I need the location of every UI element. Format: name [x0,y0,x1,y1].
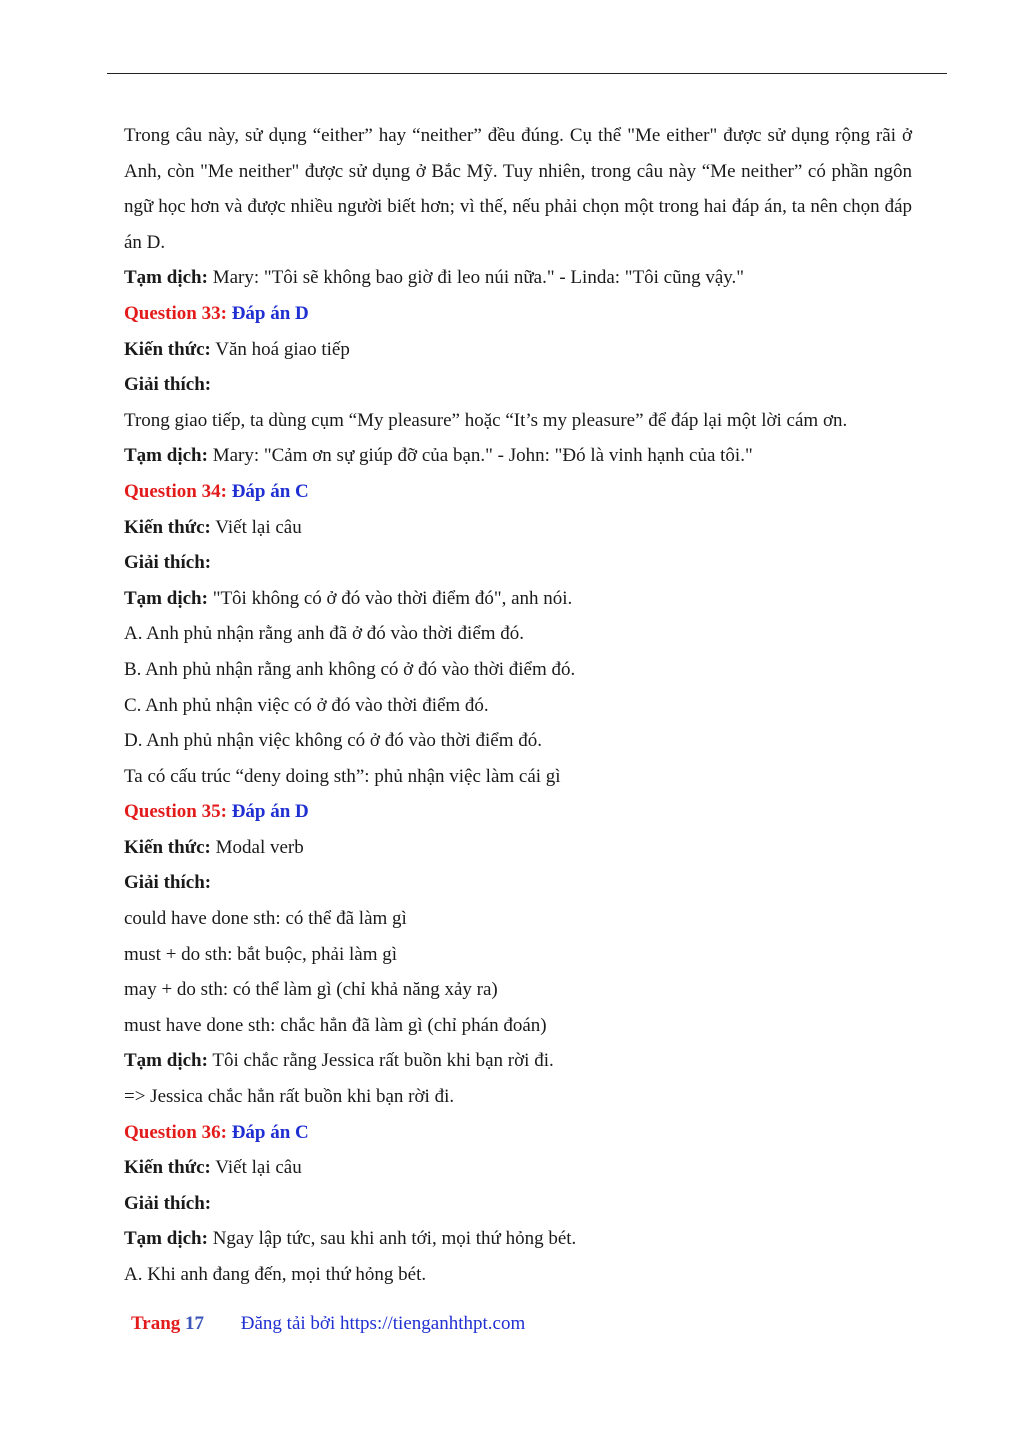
question-33-heading [124,296,912,332]
kien-thuc-label: Kiến thức: [124,1157,211,1179]
q33-translation [124,438,912,474]
q36-option-a: A. Khi anh đang đến, mọi thứ hỏng bét. [124,1264,427,1285]
q34-kien-thuc [124,510,912,546]
kien-thuc-text: Văn hoá giao tiếp [210,338,350,360]
q34-translation [124,581,912,617]
q34-option-d: D. Anh phủ nhận việc không có ở đó vào thời điểm đó. [124,730,542,752]
q35-kien-thuc [124,830,912,866]
intro-translation [124,260,912,296]
answer-label: Đáp án C [226,1121,309,1143]
question-34-heading [124,474,912,510]
q36-translation [124,1221,912,1257]
q33-kien-thuc [124,332,912,368]
q33-giai-thich-label: Giải thích: [124,374,212,396]
intro-paragraph: Trong câu này, sử dụng “either” hay “neither” đều đúng. Cụ thể "Me either" được sử dụng rộng rãi ở Anh, còn "Me neither" được sử dụng ở Bắc Mỹ. Tuy nhiên, trong câu này “Me neither” có phần ngôn ngữ học hơn và được nhiều người biết hơn; vì thế, nếu phải chọn một trong hai đáp án, ta nên chọn đáp án D. [124,125,912,253]
question-label: Question 35: [124,801,227,823]
header-rule [107,73,947,74]
tam-dich-text: Ngay lập tức, sau khi anh tới, mọi thứ hỏng bét. [207,1228,577,1250]
q36-giai-thich-label: Giải thích: [124,1192,212,1214]
q34-option-a: A. Anh phủ nhận rằng anh đã ở đó vào thời điểm đó. [124,623,525,645]
question-label: Question 33: [124,302,227,324]
content-body [124,118,912,1293]
q35-line-2: must + do sth: bắt buộc, phải làm gì [124,943,397,965]
q35-giai-thich-label: Giải thích: [124,872,212,894]
tam-dich-label: Tạm dịch: [124,267,208,289]
tam-dich-label: Tạm dịch: [124,1228,208,1250]
kien-thuc-label: Kiến thức: [124,338,211,360]
page-label: Trang [131,1313,181,1334]
question-35-heading [124,794,912,830]
answer-label: Đáp án C [226,480,309,502]
tam-dich-text: Tôi chắc rằng Jessica rất buồn khi bạn rời đi. [207,1050,554,1072]
answer-label: Đáp án D [226,801,309,823]
q35-line-4: must have done sth: chắc hẳn đã làm gì (chỉ phán đoán) [124,1014,547,1036]
tam-dich-label: Tạm dịch: [124,1050,208,1072]
q35-translation [124,1043,912,1079]
tam-dich-text: Mary: "Cảm ơn sự giúp đỡ của bạn." - John: "Đó là vinh hạnh của tôi." [207,445,753,467]
q34-giai-thich-label: Giải thích: [124,552,212,574]
kien-thuc-text: Modal verb [210,836,304,858]
page-number: 17 [185,1313,205,1334]
q34-option-b: B. Anh phủ nhận rằng anh không có ở đó vào thời điểm đó. [124,658,576,680]
q35-result: => Jessica chắc hẳn rất buồn khi bạn rời đi. [124,1086,455,1108]
tam-dich-text: Mary: "Tôi sẽ không bao giờ đi leo núi nữa." - Linda: "Tôi cũng vậy." [207,267,745,289]
question-label: Question 36: [124,1121,227,1143]
q33-explanation: Trong giao tiếp, ta dùng cụm “My pleasure” hoặc “It’s my pleasure” để đáp lại một lời cám ơn. [124,409,848,431]
page-footer [131,1313,525,1335]
tam-dich-text: "Tôi không có ở đó vào thời điểm đó", anh nói. [207,587,573,609]
question-36-heading [124,1115,912,1151]
q35-line-3: may + do sth: có thể làm gì (chỉ khả năng xảy ra) [124,979,498,1001]
source-link[interactable]: Đăng tải bởi https://tienganhthpt.com [240,1313,526,1334]
tam-dich-label: Tạm dịch: [124,445,208,467]
q34-note: Ta có cấu trúc “deny doing sth”: phủ nhận việc làm cái gì [124,765,561,787]
kien-thuc-text: Viết lại câu [210,516,302,538]
question-label: Question 34: [124,480,227,502]
kien-thuc-label: Kiến thức: [124,516,211,538]
kien-thuc-label: Kiến thức: [124,836,211,858]
kien-thuc-text: Viết lại câu [210,1157,302,1179]
q34-option-c: C. Anh phủ nhận việc có ở đó vào thời điểm đó. [124,694,489,716]
q35-line-1: could have done sth: có thể đã làm gì [124,908,407,930]
answer-label: Đáp án D [226,302,309,324]
q36-kien-thuc [124,1150,912,1186]
tam-dich-label: Tạm dịch: [124,587,208,609]
